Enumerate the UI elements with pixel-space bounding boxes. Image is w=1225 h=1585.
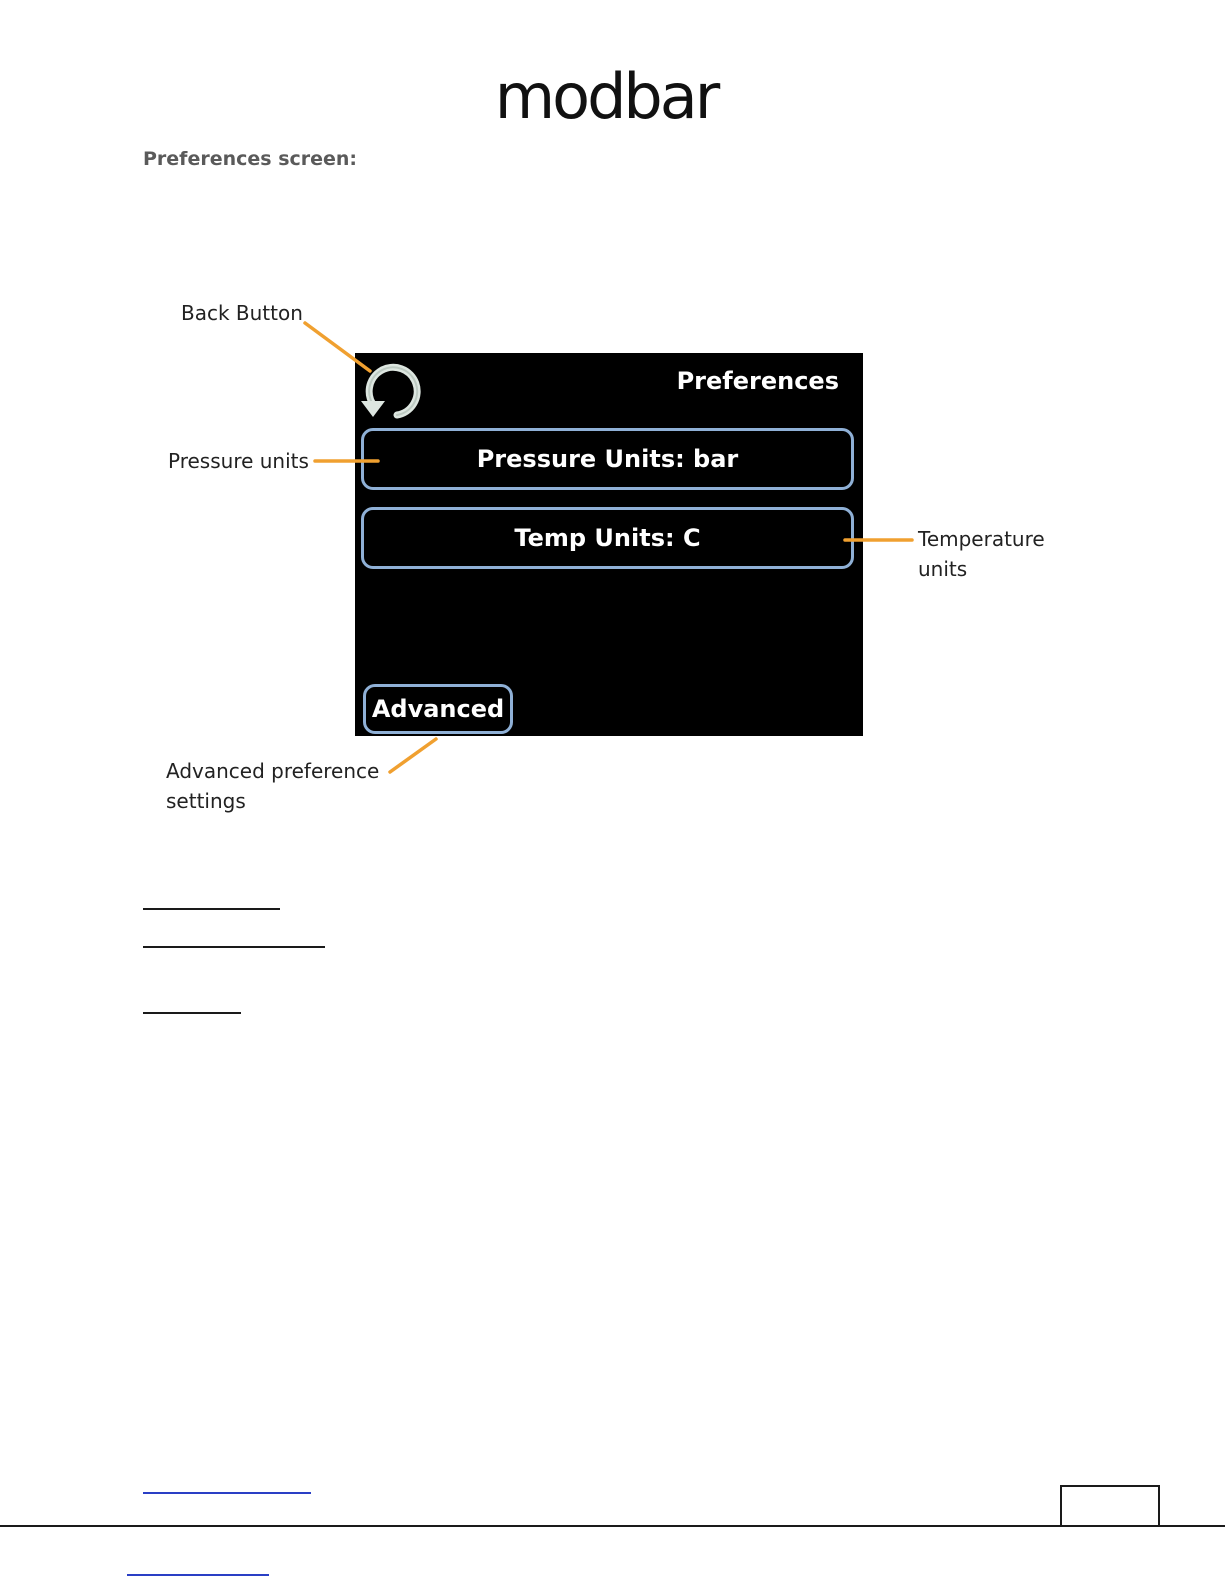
preferences-screen [355,353,863,736]
footer-link-underline-1[interactable] [143,1492,311,1494]
leader-advanced [390,739,436,772]
callout-back-button: Back Button [181,301,303,325]
footer-rule [0,1525,1225,1527]
temp-units-button[interactable]: Temp Units: C [361,507,854,569]
callout-advanced-settings [166,756,379,816]
modbar-logo: modbar [494,60,718,133]
footer-link-underline-2[interactable] [127,1574,269,1576]
section-heading: Preferences screen: [143,148,358,170]
callout-advanced-line2: settings [166,789,246,813]
callout-temperature-units [918,524,1045,584]
screen-title: Preferences [676,367,839,395]
callout-temperature-line1: Temperature [918,527,1045,551]
page-number-tab [1060,1485,1160,1527]
callout-pressure-units: Pressure units [168,449,309,473]
underline-rule-2 [143,946,325,948]
pressure-units-button[interactable]: Pressure Units: bar [361,428,854,490]
callout-advanced-line1: Advanced preference [166,759,380,783]
underline-rule-1 [143,908,280,910]
advanced-button[interactable]: Advanced [363,684,513,734]
circular-arrow-back-icon [359,361,423,425]
back-button[interactable] [359,361,423,425]
underline-rule-3 [143,1012,241,1014]
callout-temperature-line2: units [918,557,968,581]
